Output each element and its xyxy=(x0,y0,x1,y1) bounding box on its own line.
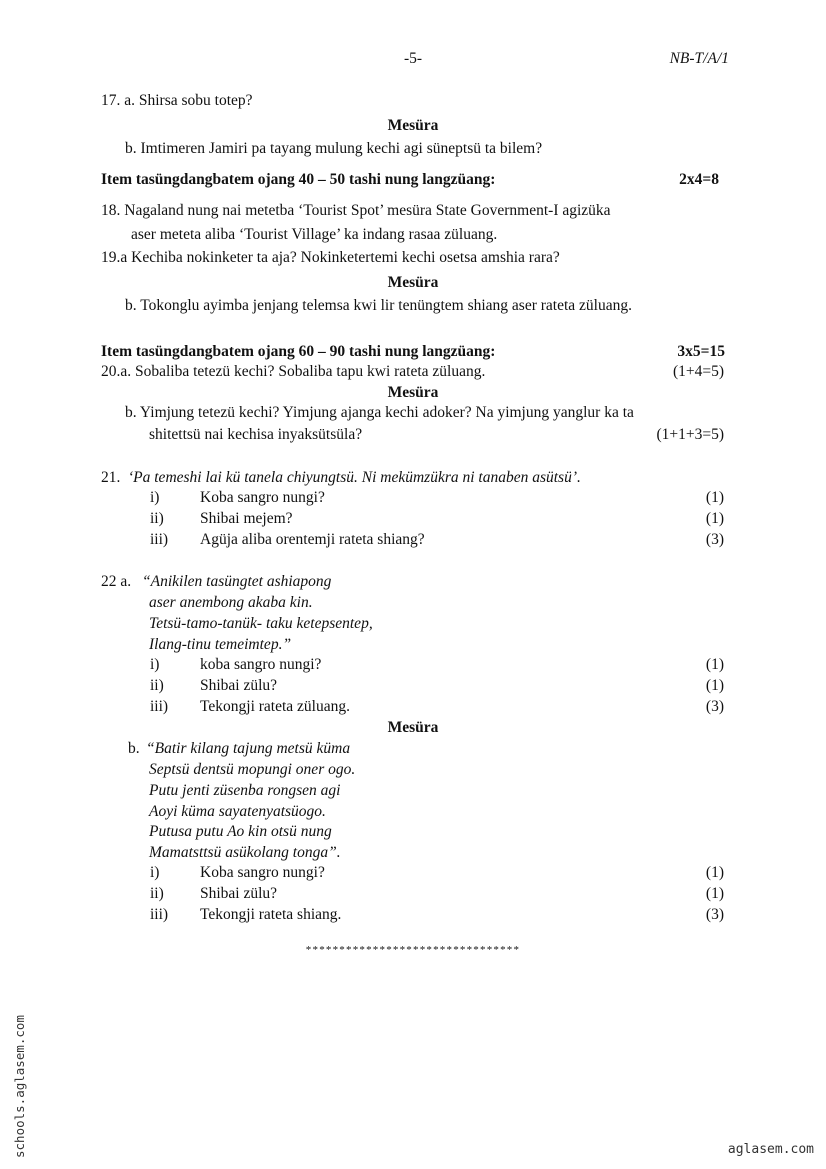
poem-line: Tetsü-tamo-tanük- taku ketepsentep, xyxy=(149,615,373,632)
question-20b-line1: b. Yimjung tetezü kechi? Yimjung ajanga kechi adoker? Na yimjung yanglur ka ta xyxy=(125,404,634,421)
sub-item-number: iii) xyxy=(150,531,169,548)
sub-item-number: iii) xyxy=(150,698,169,715)
question-19a: 19.a Kechiba nokinketer ta aja? Nokinketertemi kechi osetsa amshia rara? xyxy=(101,249,560,266)
poem-line: Mamatsttsü asükolang tonga”. xyxy=(149,844,341,861)
poem-line: aser anembong akaba kin. xyxy=(149,594,313,611)
sub-item-marks: (1) xyxy=(705,864,724,881)
sub-item-number: ii) xyxy=(150,885,164,902)
poem-line: Ilang-tinu temeimtep.” xyxy=(149,636,292,653)
sub-item-marks: (3) xyxy=(705,531,724,548)
sub-item-text: Shibai mejem? xyxy=(200,510,293,527)
question-21-quote: ‘Pa temeshi lai kü tanela chiyungtsü. Ni mekümzükra ni tanaben asütsü’. xyxy=(128,469,581,486)
poem-line: Septsü dentsü mopungi oner ogo. xyxy=(149,761,356,778)
watermark-side: schools.aglasem.com xyxy=(12,1015,27,1158)
sub-item-number: ii) xyxy=(150,510,164,527)
page-number: -5- xyxy=(403,50,423,67)
question-17a: 17. a. Shirsa sobu totep? xyxy=(101,92,253,109)
sub-item-text: Tekongji rateta shiang. xyxy=(200,906,342,923)
section-marks-1: 2x4=8 xyxy=(679,171,719,188)
question-20b-line2: shitettsü nai kechisa inyaksütsüla? xyxy=(149,426,363,443)
section-heading-1: Item tasüngdangbatem ojang 40 – 50 tashi nung langzüang: xyxy=(101,171,496,188)
end-of-paper-mark: ******************************** xyxy=(305,944,521,956)
poem-line: Putusa putu Ao kin otsü nung xyxy=(149,823,332,840)
sub-item-marks: (3) xyxy=(705,698,724,715)
question-18-line1: 18. Nagaland nung nai metetba ‘Tourist Spot’ mesüra State Government-I agizüka xyxy=(101,202,611,219)
poem-line: “Anikilen tasüngtet ashiapong xyxy=(142,573,332,590)
question-19b: b. Tokonglu ayimba jenjang telemsa kwi lir tenüngtem shiang aser rateta züluang. xyxy=(125,297,632,314)
question-21-number: 21. xyxy=(101,469,121,486)
poem-line: “Batir kilang tajung metsü küma xyxy=(146,740,351,757)
question-20a: 20.a. Sobaliba tetezü kechi? Sobaliba tapu kwi rateta züluang. xyxy=(101,363,486,380)
sub-item-text: Tekongji rateta züluang. xyxy=(200,698,350,715)
paper-code: NB-T/A/1 xyxy=(669,50,729,67)
poem-line: Putu jenti züsenba rongsen agi xyxy=(149,782,341,799)
sub-item-text: Agüja aliba orentemji rateta shiang? xyxy=(200,531,425,548)
sub-item-text: koba sangro nungi? xyxy=(200,656,322,673)
sub-item-number: i) xyxy=(150,656,160,673)
sub-item-marks: (1) xyxy=(705,510,724,527)
sub-item-number: iii) xyxy=(150,906,169,923)
section-marks-2: 3x5=15 xyxy=(677,343,725,360)
sub-item-number: ii) xyxy=(150,677,164,694)
sub-item-text: Koba sangro nungi? xyxy=(200,489,325,506)
or-label: Mesüra xyxy=(387,274,439,291)
or-label: Mesüra xyxy=(387,117,439,134)
or-label: Mesüra xyxy=(387,719,439,736)
poem-line: Aoyi küma sayatenyatsüogo. xyxy=(149,803,326,820)
question-20b-marks: (1+1+3=5) xyxy=(656,426,724,443)
or-label: Mesüra xyxy=(387,384,439,401)
sub-item-marks: (1) xyxy=(705,885,724,902)
sub-item-marks: (1) xyxy=(705,677,724,694)
sub-item-number: i) xyxy=(150,864,160,881)
sub-item-marks: (1) xyxy=(705,656,724,673)
sub-item-number: i) xyxy=(150,489,160,506)
question-22a-label: 22 a. xyxy=(101,573,132,590)
question-22b-label: b. xyxy=(128,740,140,757)
sub-item-text: Shibai zülu? xyxy=(200,885,278,902)
sub-item-marks: (3) xyxy=(705,906,724,923)
sub-item-marks: (1) xyxy=(705,489,724,506)
section-heading-2: Item tasüngdangbatem ojang 60 – 90 tashi nung langzüang: xyxy=(101,343,496,360)
sub-item-text: Koba sangro nungi? xyxy=(200,864,325,881)
question-18-line2: aser meteta aliba ‘Tourist Village’ ka indang rasaa züluang. xyxy=(131,226,498,243)
watermark-footer: aglasem.com xyxy=(727,1142,814,1157)
sub-item-text: Shibai zülu? xyxy=(200,677,278,694)
question-20a-marks: (1+4=5) xyxy=(672,363,724,380)
question-17b: b. Imtimeren Jamiri pa tayang mulung kechi agi süneptsü ta bilem? xyxy=(125,140,543,157)
